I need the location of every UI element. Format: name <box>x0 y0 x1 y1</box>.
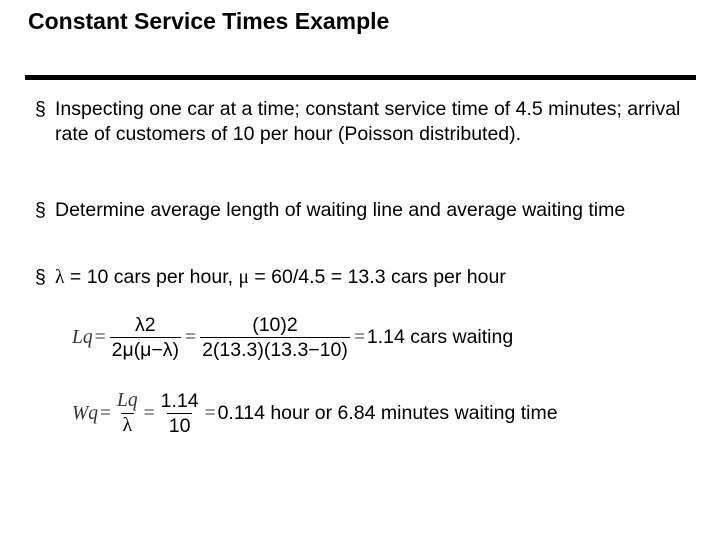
lq-result: 1.14 cars waiting <box>366 326 514 348</box>
bullet-task: Determine average length of waiting line and average waiting time <box>55 199 626 221</box>
fraction-numerator: λ2 <box>135 314 156 336</box>
bullet-marker: § <box>35 266 46 288</box>
bullet-marker: § <box>35 199 46 221</box>
bullet-rates <box>55 265 695 290</box>
mu-value: = 60/4.5 = 13.3 cars per hour <box>248 266 506 288</box>
wq-symbol: Wq <box>72 402 98 424</box>
lambda-symbol: λ <box>55 267 65 288</box>
lambda-value: = 10 cars per hour, <box>64 266 239 288</box>
equals-sign: = <box>143 402 155 424</box>
lq-symbol: Lq <box>72 326 93 348</box>
lq-substituted-fraction <box>200 314 350 361</box>
lq-general-fraction <box>110 314 181 361</box>
fraction-numerator: 1.14 <box>160 390 199 412</box>
equals-sign: = <box>353 326 365 348</box>
wq-substituted-fraction <box>159 390 201 437</box>
fraction-numerator: Lq <box>117 390 138 411</box>
slide-title: Constant Service Times Example <box>28 8 390 34</box>
formula-lq <box>72 314 513 361</box>
title-divider <box>25 75 696 80</box>
wq-general-fraction <box>115 390 140 437</box>
equals-sign: = <box>204 402 216 424</box>
formula-wq <box>72 390 558 437</box>
mu-symbol: μ <box>238 267 249 288</box>
equals-sign: = <box>100 402 111 424</box>
fraction-denominator: 2(13.3)(13.3−10) <box>202 339 348 361</box>
fraction-denominator: 10 <box>168 415 191 437</box>
fraction-denominator: 2μ(μ−λ) <box>111 339 180 361</box>
fraction-numerator: (10)2 <box>252 314 298 336</box>
wq-result: 0.114 hour or 6.84 minutes waiting time <box>217 402 558 424</box>
equals-sign: = <box>94 326 106 348</box>
fraction-denominator: λ <box>122 415 133 436</box>
bullet-problem-statement: Inspecting one car at a time; constant service time of 4.5 minutes; arrival rate of customers of 10 per hour (Poisson distributed). <box>55 98 681 145</box>
equals-sign: = <box>185 326 197 348</box>
bullet-marker: § <box>35 98 46 120</box>
